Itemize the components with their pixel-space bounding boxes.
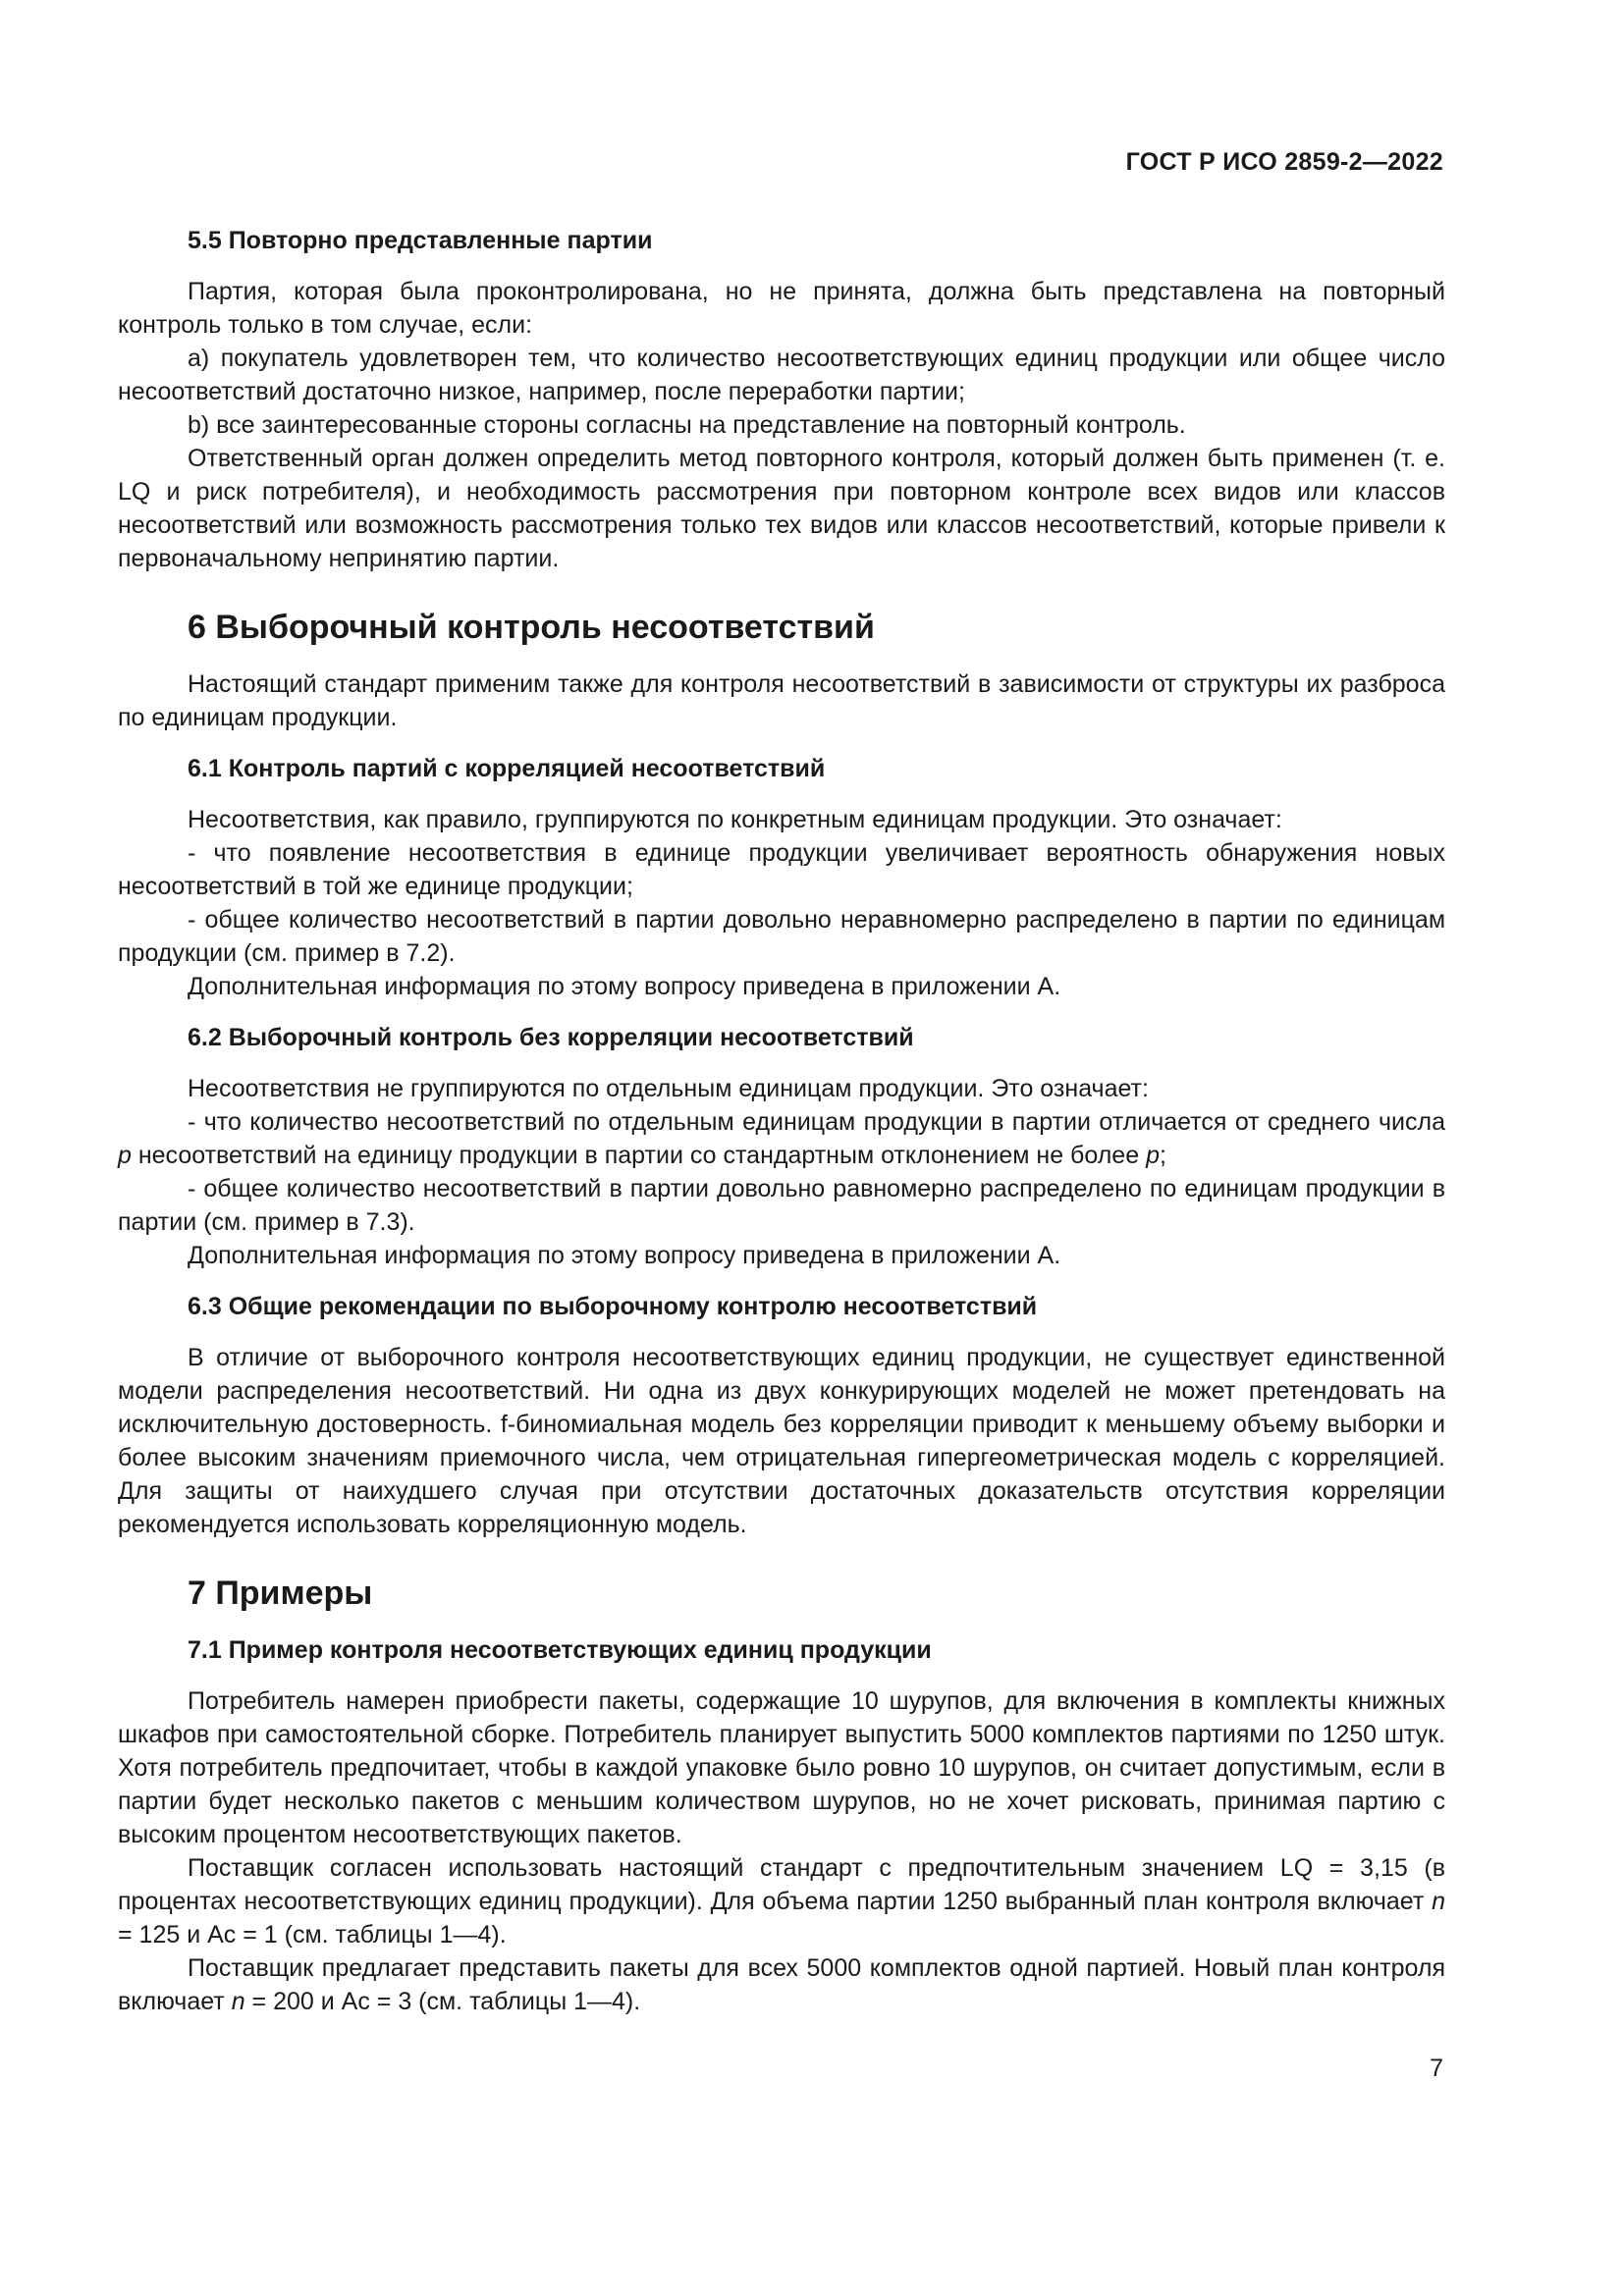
section-6-intro: Настоящий стандарт применим также для контроля несоответствий в зависимости от структуры их разброса по единицам продукции. xyxy=(118,670,1445,731)
section-5-5-item-a: a) покупатель удовлетворен тем, что количество несоответствующих единиц продукции или общее число несоответствий достаточно низкое, например, после переработки партии; xyxy=(118,345,1445,405)
section-6-1-item-1: - что появление несоответствия в единице продукции увеличивает вероятность обнаружения новых несоответствий в той же единице продукции; xyxy=(118,839,1445,900)
section-5-5-title: 5.5 Повторно представленные партии xyxy=(188,227,653,254)
section-6-1-paragraph: Несоответствия, как правило, группируются по конкретным единицам продукции. Это означает: xyxy=(188,806,1282,833)
section-6-3-title: 6.3 Общие рекомендации по выборочному контролю несоответствий xyxy=(188,1293,1038,1320)
document-id-header: ГОСТ Р ИСО 2859-2—2022 xyxy=(1125,148,1443,176)
section-6-2-paragraph-2: Дополнительная информация по этому вопросу приведена в приложении А. xyxy=(188,1242,1061,1269)
section-7-1-title: 7.1 Пример контроля несоответствующих единиц продукции xyxy=(188,1636,932,1664)
section-6-3-paragraph: В отличие от выборочного контроля несоответствующих единиц продукции, не существует единственной модели распределения несоответствий. Ни одна из двух конкурирующих моделей не может претендовать на исключительную достоверность. f-биномиальная модель без корреляции приводит к меньшему объему выборки и более высоким значениям приемочного числа, чем отрицательная гипергеометрическая модель с корреляцией. Для защиты от наихудшего случая при отсутствии достаточных доказательств отсутствия корреляции рекомендуется использовать корреляционную модель. xyxy=(118,1344,1445,1538)
section-7-title: 7 Примеры xyxy=(188,1575,373,1612)
section-5-5-paragraph-2: Ответственный орган должен определить метод повторного контроля, который должен быть применен (т. е. LQ и риск потребителя), и необходимость рассмотрения при повторном контроле всех видов или классов несоответствий или возможность рассмотрения только тех видов или классов несоответствий, которые привели к первоначальному непринятию партии. xyxy=(118,445,1445,572)
section-6-2-item-1: - что количество несоответствий по отдельным единицам продукции в партии отличается от среднего числа p несоответствий на единицу продукции в партии со стандартным отклонением не более p; xyxy=(118,1108,1445,1169)
section-5-5-item-b: b) все заинтересованные стороны согласны на представление на повторный контроль. xyxy=(188,411,1186,439)
section-7-1-paragraph-2: Поставщик согласен использовать настоящий стандарт с предпочтительным значением LQ = 3,15 (в процентах несоответствующих единиц продукции). Для объема партии 1250 выбранный план контроля включает n = 125 и Ac = 1 (см. таблицы 1—4). xyxy=(118,1854,1445,1949)
section-7-1-paragraph-3: Поставщик предлагает представить пакеты для всех 5000 комплектов одной партией. Новый план контроля включает n = 200 и Ac = 3 (см. таблицы 1—4). xyxy=(118,1954,1445,2015)
section-7-1-paragraph: Потребитель намерен приобрести пакеты, содержащие 10 шурупов, для включения в комплекты книжных шкафов при самостоятельной сборке. Потребитель планирует выпустить 5000 комплектов партиями по 1250 штук. Хотя потребитель предпочитает, чтобы в каждой упаковке было ровно 10 шурупов, он считает допустимым, если в партии будет несколько пакетов с меньшим количеством шурупов, но не хочет рисковать, принимая партию с высоким процентом несоответствующих пакетов. xyxy=(118,1687,1445,1848)
section-6-1-item-2: - общее количество несоответствий в партии довольно неравномерно распределено в партии по единицам продукции (см. пример в 7.2). xyxy=(118,906,1445,967)
section-6-2-title: 6.2 Выборочный контроль без корреляции несоответствий xyxy=(188,1024,914,1051)
section-6-title: 6 Выборочный контроль несоответствий xyxy=(188,609,875,646)
section-6-1-paragraph-2: Дополнительная информация по этому вопросу приведена в приложении А. xyxy=(188,973,1061,1000)
section-6-1-title: 6.1 Контроль партий с корреляцией несоответствий xyxy=(188,755,826,782)
page-number: 7 xyxy=(1430,2055,1443,2082)
section-5-5-paragraph: Партия, которая была проконтролирована, но не принята, должна быть представлена на повторный контроль только в том случае, если: xyxy=(118,278,1445,339)
section-6-2-item-2: - общее количество несоответствий в партии довольно равномерно распределено по единицам продукции в партии (см. пример в 7.3). xyxy=(118,1175,1445,1236)
section-6-2-paragraph: Несоответствия не группируются по отдельным единицам продукции. Это означает: xyxy=(188,1075,1149,1102)
page-body xyxy=(118,224,1445,2018)
